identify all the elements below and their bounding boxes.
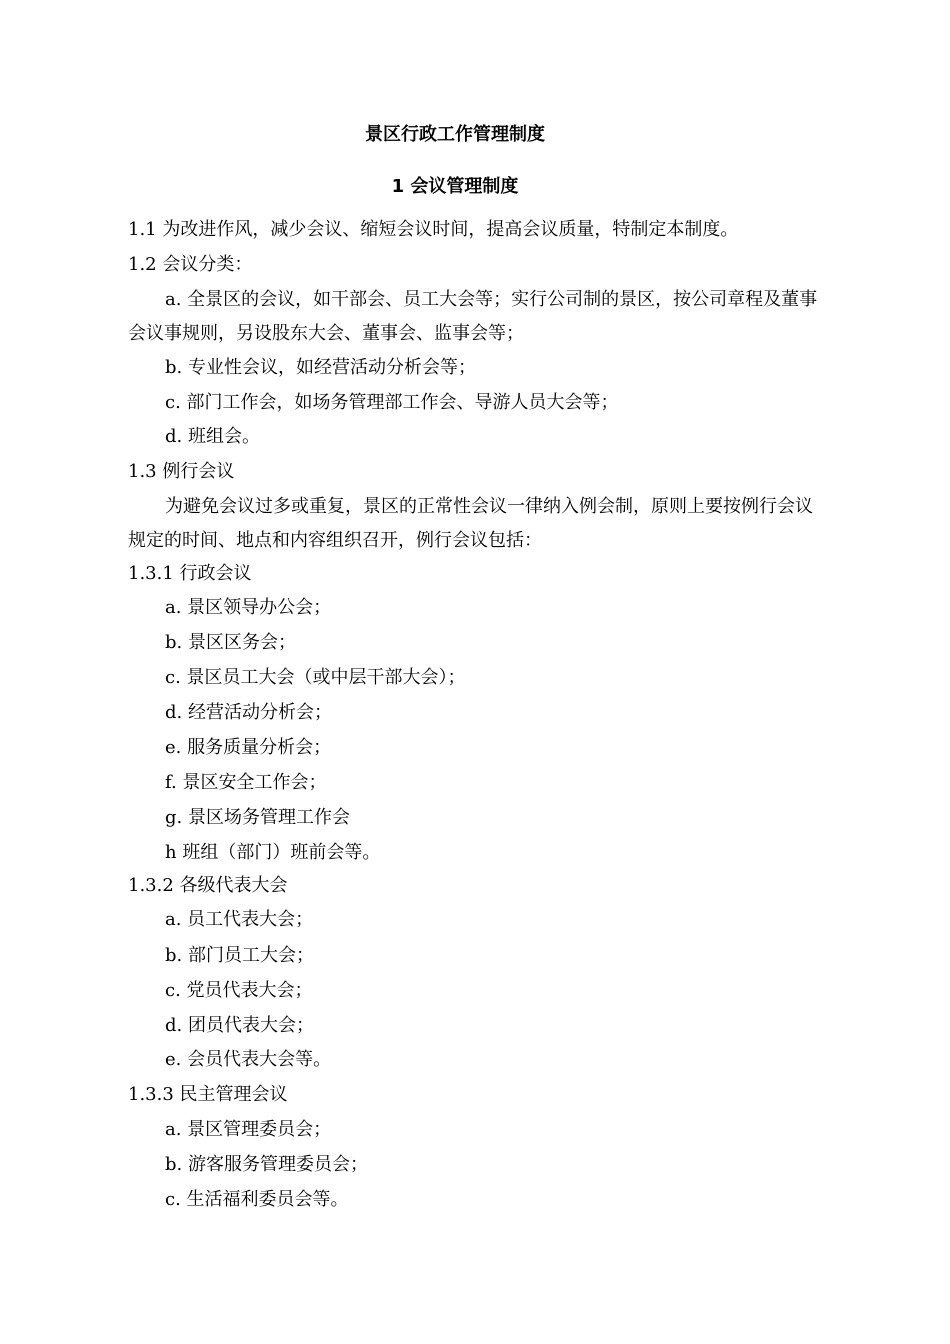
paragraph-line: 规定的时间、地点和内容组织召开，例行会议包括： [128,530,542,551]
paragraph-line: 为避免会议过多或重复，景区的正常性会议一律纳入例会制，原则上要按例行会议 [165,496,813,517]
paragraph-line: c. 部门工作会，如场务管理部工作会、导游人员大会等； [165,392,619,413]
paragraph-line: 1.3.3 民主管理会议 [128,1084,288,1105]
paragraph-line: 会议事规则，另设股东大会、董事会、监事会等； [128,323,524,344]
paragraph-line: g. 景区场务管理工作会 [165,807,350,828]
paragraph-line: b. 部门员工大会； [165,945,314,966]
paragraph-line: c. 景区员工大会（或中层干部大会）； [165,667,466,688]
paragraph-line: a. 景区管理委员会； [165,1119,332,1140]
paragraph-line: f. 景区安全工作会； [165,772,327,793]
paragraph-line: e. 会员代表大会等。 [165,1049,332,1070]
document-title: 景区行政工作管理制度 [365,124,545,145]
paragraph-line: a. 全景区的会议，如干部会、员工大会等；实行公司制的景区，按公司章程及董事 [165,289,818,310]
paragraph-line: h 班组（部门）班前会等。 [165,842,381,863]
paragraph-line: d. 团员代表大会； [165,1015,314,1036]
paragraph-line: b. 专业性会议，如经营活动分析会等； [165,357,476,378]
paragraph-line: 1.3 例行会议 [128,461,235,482]
paragraph-line: 1.1 为改进作风，减少会议、缩短会议时间，提高会议质量，特制定本制度。 [128,219,739,240]
paragraph-line: a. 景区领导办公会； [165,597,332,618]
paragraph-line: 1.2 会议分类： [128,254,253,275]
paragraph-line: c. 生活福利委员会等。 [165,1189,349,1210]
paragraph-line: b. 游客服务管理委员会； [165,1154,368,1175]
section-title: 1 会议管理制度 [391,176,519,197]
paragraph-line: c. 党员代表大会； [165,980,313,1001]
paragraph-line: 1.3.2 各级代表大会 [128,875,288,896]
paragraph-line: 1.3.1 行政会议 [128,563,252,584]
paragraph-line: b. 景区区务会； [165,632,296,653]
paragraph-line: a. 员工代表大会； [165,909,314,930]
paragraph-line: d. 经营活动分析会； [165,702,332,723]
paragraph-line: d. 班组会。 [165,426,260,447]
paragraph-line: e. 服务质量分析会； [165,737,332,758]
